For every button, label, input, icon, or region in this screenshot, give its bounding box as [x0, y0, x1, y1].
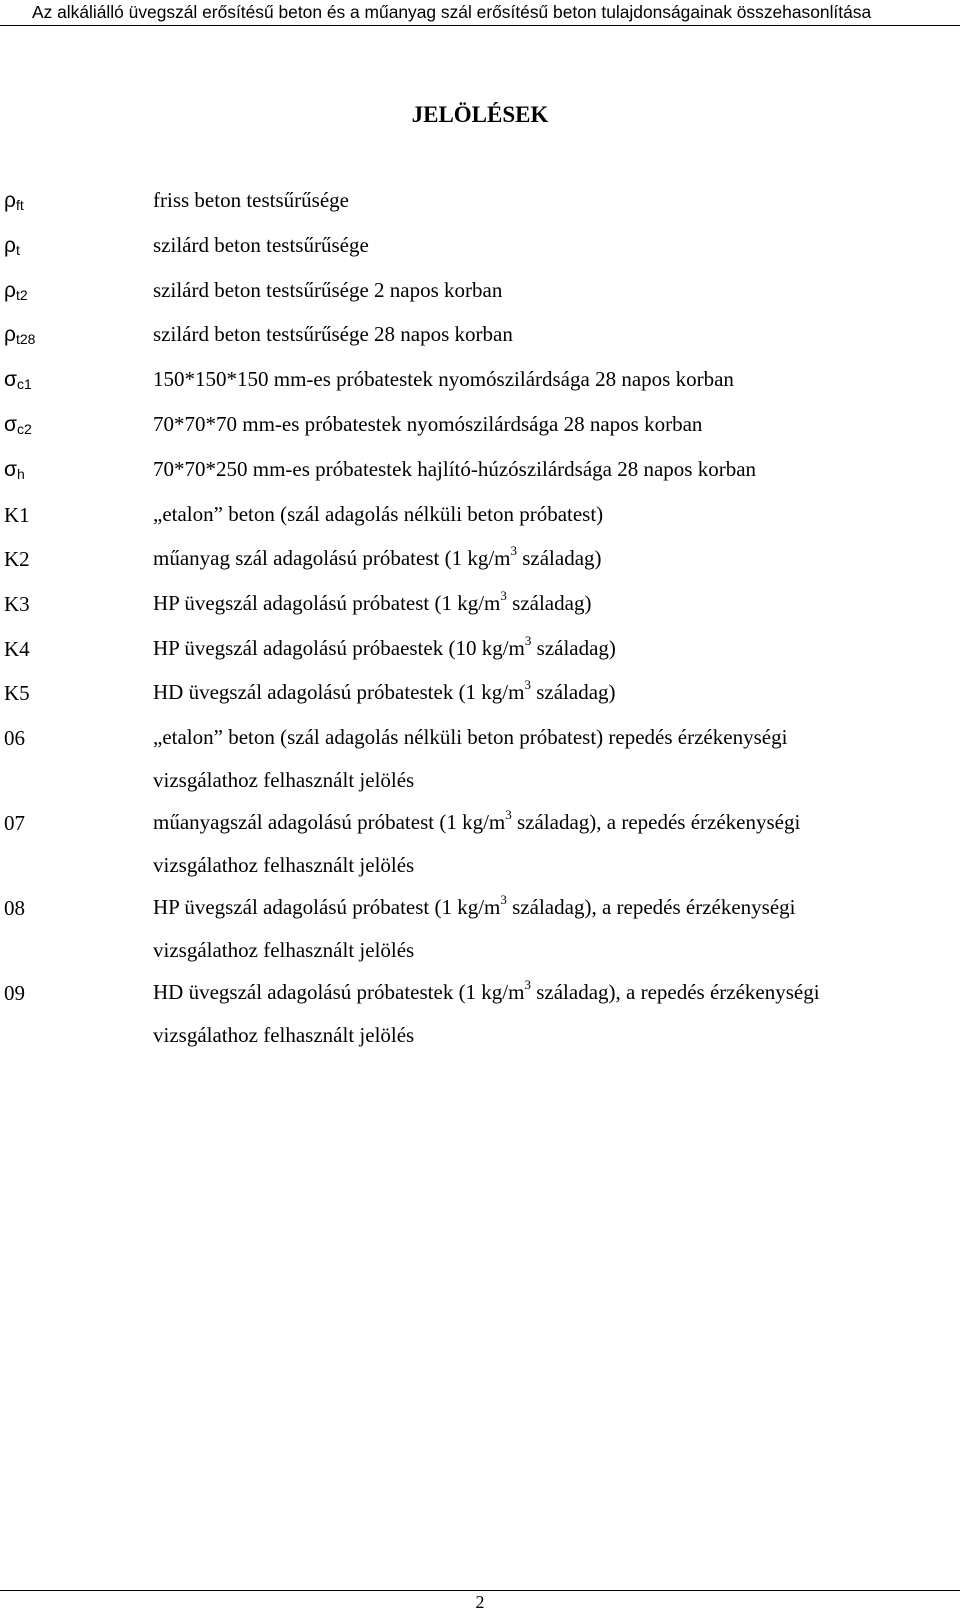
unit-superscript: 3: [505, 807, 512, 822]
description-text: HP üvegszál adagolású próbaestek (10 kg/m: [153, 636, 525, 660]
notation-symbol: [4, 411, 32, 440]
description-line: 70*70*250 mm-es próbatestek hajlító-húzószilárdsága 28 napos korban: [153, 457, 757, 481]
notation-description: [153, 671, 953, 714]
description-text: száladag), a repedés érzékenységi: [530, 980, 820, 1004]
notation-description: [153, 537, 953, 580]
symbol-subscript: c1: [16, 376, 32, 392]
symbol-subscript: c2: [16, 421, 32, 437]
description-line: szilárd beton testsűrűsége 2 napos korban: [153, 278, 503, 302]
notation-description: [153, 224, 953, 267]
notation-description: [153, 448, 953, 491]
notation-description: [153, 886, 953, 972]
running-header: [0, 0, 960, 26]
running-title: Az alkáliálló üvegszál erősítésű beton és a műanyag szál erősítésű beton tulajdonságainak összehasonlítása: [32, 2, 872, 22]
notation-description: [153, 971, 953, 1057]
description-line: vizsgálathoz felhasznált jelölés: [153, 1023, 415, 1047]
description-line: szilárd beton testsűrűsége: [153, 233, 369, 257]
notation-symbol: [4, 724, 25, 752]
symbol-subscript: h: [16, 466, 25, 482]
description-line: szilárd beton testsűrűsége 28 napos korban: [153, 322, 513, 346]
symbol-letter: K5: [4, 681, 30, 705]
unit-superscript: 3: [510, 543, 517, 558]
notation-symbol: [4, 545, 30, 573]
description-line: [153, 582, 953, 625]
description-line: [153, 801, 953, 844]
notation-symbol: [4, 232, 20, 261]
description-line: [153, 671, 953, 714]
notation-symbol: [4, 456, 25, 485]
symbol-letter: K1: [4, 503, 30, 527]
unit-superscript: 3: [524, 677, 531, 692]
symbol-letter: 06: [4, 726, 25, 750]
description-text: száladag), a repedés érzékenységi: [506, 895, 796, 919]
description-text: műanyag szál adagolású próbatest (1 kg/m: [153, 546, 511, 570]
symbol-subscript: t28: [15, 331, 36, 347]
description-text: HP üvegszál adagolású próbatest (1 kg/m: [153, 591, 501, 615]
symbol-letter: K2: [4, 547, 30, 571]
description-text: száladag), a repedés érzékenységi: [511, 810, 801, 834]
description-line: [153, 537, 953, 580]
description-line: [153, 627, 953, 670]
description-line: vizsgálathoz felhasznált jelölés: [153, 768, 415, 792]
symbol-letter: 08: [4, 896, 25, 920]
notation-symbol: [4, 277, 28, 306]
symbol-letter: ρ: [4, 323, 16, 346]
notation-description: [153, 403, 953, 446]
description-line: friss beton testsűrűsége: [153, 188, 349, 212]
description-line: [153, 886, 953, 929]
description-line: „etalon” beton (szál adagolás nélküli beton próbatest) repedés érzékenységi: [153, 725, 788, 749]
description-text: száladag): [530, 680, 616, 704]
description-text: száladag): [531, 636, 616, 660]
symbol-letter: K4: [4, 637, 30, 661]
symbol-letter: ρ: [4, 234, 16, 257]
symbol-letter: σ: [4, 458, 17, 481]
unit-superscript: 3: [500, 588, 507, 603]
description-line: 150*150*150 mm-es próbatestek nyomószilárdsága 28 napos korban: [153, 367, 734, 391]
unit-superscript: 3: [500, 892, 507, 907]
symbol-letter: 09: [4, 981, 25, 1005]
notation-description: [153, 179, 953, 222]
notation-description: [153, 269, 953, 312]
notation-symbol: [4, 894, 25, 922]
notation-symbol: [4, 635, 30, 663]
symbol-letter: 07: [4, 811, 25, 835]
notation-symbol: [4, 321, 35, 350]
symbol-letter: σ: [4, 413, 17, 436]
notation-description: [153, 582, 953, 625]
notation-description: [153, 627, 953, 670]
page-number: 2: [475, 1592, 485, 1612]
notation-symbol: [4, 679, 30, 707]
symbol-subscript: t2: [15, 287, 28, 303]
notation-symbol: [4, 366, 32, 395]
description-line: [153, 971, 953, 1014]
notation-description: [153, 801, 953, 887]
description-line: vizsgálathoz felhasznált jelölés: [153, 938, 415, 962]
footer-divider: [0, 1590, 960, 1591]
description-text: száladag): [506, 591, 592, 615]
notation-symbol: [4, 979, 25, 1007]
notation-symbol: [4, 187, 24, 216]
symbol-letter: ρ: [4, 189, 16, 212]
description-text: HD üvegszál adagolású próbatestek (1 kg/m: [153, 980, 525, 1004]
page-title: JELÖLÉSEK: [411, 102, 549, 127]
symbol-letter: σ: [4, 368, 17, 391]
unit-superscript: 3: [524, 977, 531, 992]
symbol-letter: K3: [4, 592, 30, 616]
description-text: műanyagszál adagolású próbatest (1 kg/m: [153, 810, 506, 834]
symbol-subscript: t: [15, 242, 20, 258]
unit-superscript: 3: [524, 633, 532, 648]
notation-description: [153, 358, 953, 401]
symbol-letter: ρ: [4, 279, 16, 302]
notation-symbol: [4, 501, 30, 529]
symbol-subscript: ft: [15, 197, 24, 213]
description-line: 70*70*70 mm-es próbatestek nyomószilárdsága 28 napos korban: [153, 412, 703, 436]
description-text: HP üvegszál adagolású próbatest (1 kg/m: [153, 895, 501, 919]
description-text: száladag): [516, 546, 602, 570]
description-line: vizsgálathoz felhasznált jelölés: [153, 853, 415, 877]
notation-symbol: [4, 590, 30, 618]
description-line: „etalon” beton (szál adagolás nélküli beton próbatest): [153, 502, 604, 526]
notation-description: [153, 313, 953, 356]
notation-symbol: [4, 809, 25, 837]
description-text: HD üvegszál adagolású próbatestek (1 kg/m: [153, 680, 525, 704]
notation-description: [153, 493, 953, 536]
notation-description: [153, 716, 953, 802]
